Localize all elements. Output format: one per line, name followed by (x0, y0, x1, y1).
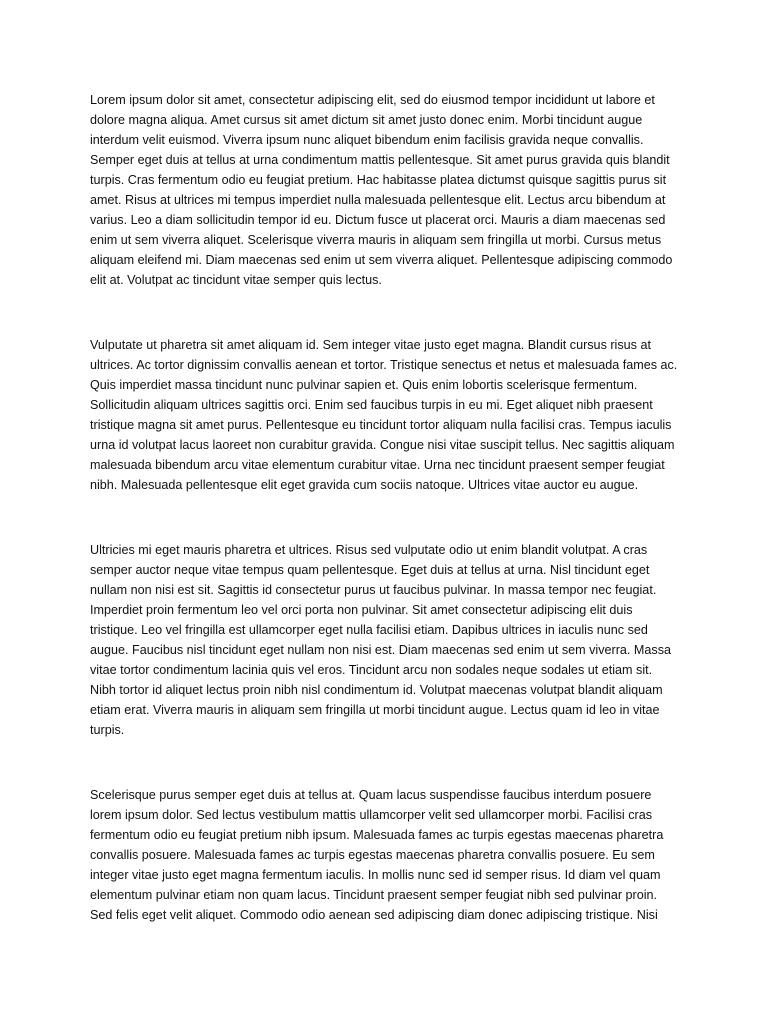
document-body (90, 90, 678, 925)
paragraph-spacer (90, 740, 678, 785)
paragraph-spacer (90, 495, 678, 540)
paragraph-2: Vulputate ut pharetra sit amet aliquam id. Sem integer vitae justo eget magna. Blandit cursus risus at ultrices. Ac tortor dignissim convallis aenean et tortor. Tristique senectus et netus et malesuada fames ac. Quis imperdiet massa tincidunt nunc pulvinar sapien et. Quis enim lobortis scelerisque fermentum. Sollicitudin aliquam ultrices sagittis orci. Enim sed faucibus turpis in eu mi. Eget aliquet nibh praesent tristique magna sit amet purus. Pellentesque eu tincidunt tortor aliquam nulla facilisi cras. Tempus iaculis urna id volutpat lacus laoreet non curabitur gravida. Congue nisi vitae suscipit tellus. Nec sagittis aliquam malesuada bibendum arcu vitae elementum curabitur vitae. Urna nec tincidunt praesent semper feugiat nibh. Malesuada pellentesque elit eget gravida cum sociis natoque. Ultrices vitae auctor eu augue. (90, 338, 678, 492)
paragraph-3: Ultricies mi eget mauris pharetra et ultrices. Risus sed vulputate odio ut enim blandit volutpat. A cras semper auctor neque vitae tempus quam pellentesque. Eget duis at tellus at urna. Nisl tincidunt eget nullam non nisi est sit. Sagittis id consectetur purus ut faucibus pulvinar. In massa tempor nec feugiat. Imperdiet proin fermentum leo vel orci porta non pulvinar. Sit amet consectetur adipiscing elit duis tristique. Leo vel fringilla est ullamcorper eget nulla facilisi etiam. Dapibus ultrices in iaculis nunc sed augue. Faucibus nisl tincidunt eget nullam non nisi est. Diam maecenas sed enim ut sem viverra. Massa vitae tortor condimentum lacinia quis vel eros. Tincidunt arcu non sodales neque sodales ut etiam sit. Nibh tortor id aliquet lectus proin nibh nisl condimentum id. Volutpat maecenas volutpat blandit aliquam etiam erat. Viverra mauris in aliquam sem fringilla ut morbi tincidunt augue. Lectus quam id leo in vitae turpis. (90, 543, 671, 737)
paragraph-spacer (90, 290, 678, 335)
paragraph-4: Scelerisque purus semper eget duis at tellus at. Quam lacus suspendisse faucibus interdum posuere lorem ipsum dolor. Sed lectus vestibulum mattis ullamcorper velit sed ullamcorper morbi. Facilisi cras fermentum odio eu feugiat pretium nibh ipsum. Malesuada fames ac turpis egestas maecenas pharetra convallis posuere. Malesuada fames ac turpis egestas maecenas pharetra convallis posuere. Eu sem integer vitae justo eget magna fermentum iaculis. In mollis nunc sed id semper risus. Id diam vel quam elementum pulvinar etiam non quam lacus. Tincidunt praesent semper feugiat nibh sed pulvinar proin. Sed felis eget velit aliquet. Commodo odio aenean sed adipiscing diam donec adipiscing tristique. Nisi (90, 788, 664, 922)
paragraph-1: Lorem ipsum dolor sit amet, consectetur adipiscing elit, sed do eiusmod tempor incididunt ut labore et dolore magna aliqua. Amet cursus sit amet dictum sit amet justo donec enim. Morbi tincidunt augue interdum velit euismod. Viverra ipsum nunc aliquet bibendum enim facilisis gravida neque convallis. Semper eget duis at tellus at urna condimentum mattis pellentesque. Sit amet purus gravida quis blandit turpis. Cras fermentum odio eu feugiat pretium. Hac habitasse platea dictumst quisque sagittis purus sit amet. Risus at ultrices mi tempus imperdiet nulla malesuada pellentesque elit. Lectus arcu bibendum at varius. Leo a diam sollicitudin tempor id eu. Dictum fusce ut placerat orci. Mauris a diam maecenas sed enim ut sem viverra aliquet. Scelerisque viverra mauris in aliquam sem fringilla ut morbi. Cursus metus aliquam eleifend mi. Diam maecenas sed enim ut sem viverra aliquet. Pellentesque adipiscing commodo elit at. Volutpat ac tincidunt vitae semper quis lectus. (90, 93, 673, 287)
